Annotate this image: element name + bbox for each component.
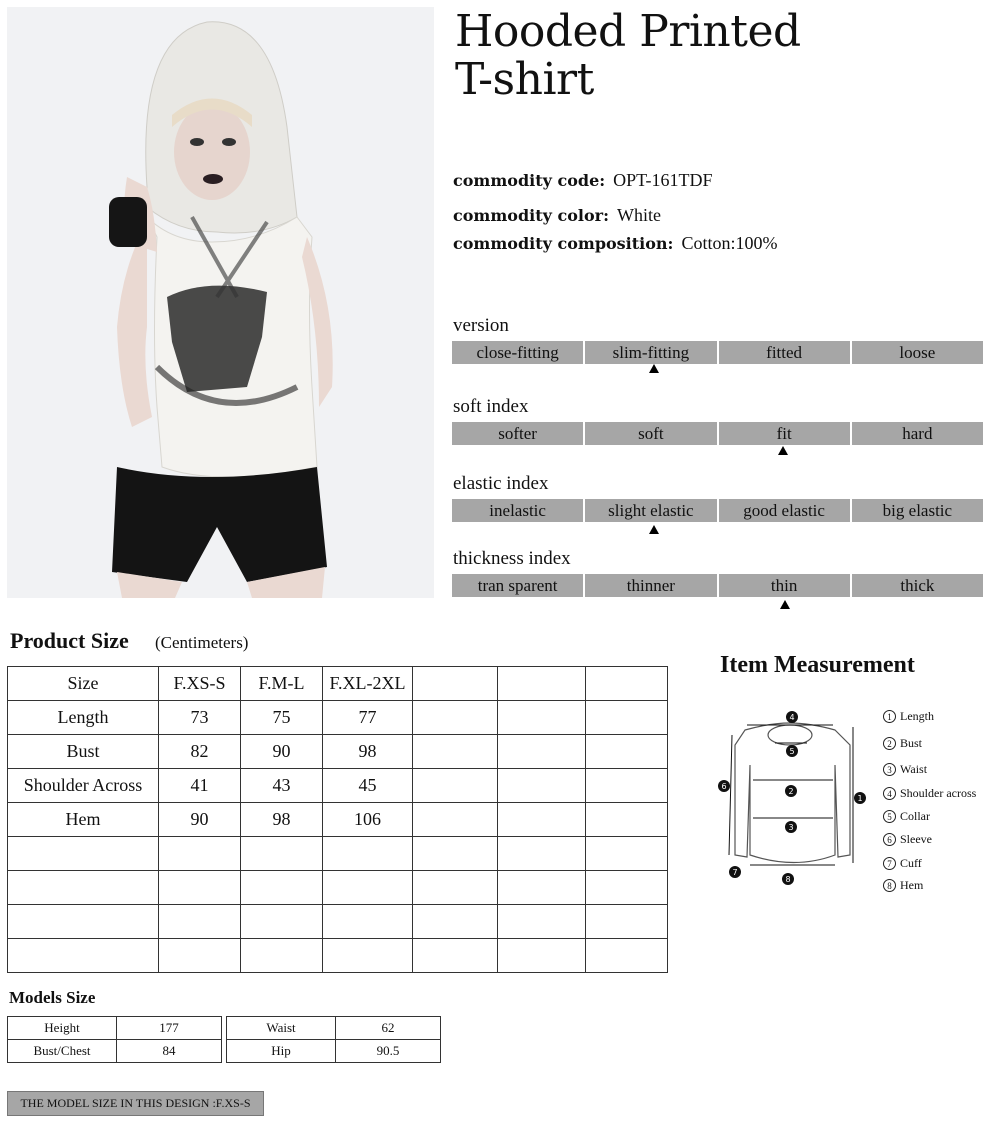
size-cell	[413, 735, 498, 769]
table-row	[8, 905, 668, 939]
table-row	[227, 1040, 441, 1063]
thickness-index-option: thin	[719, 574, 850, 597]
size-cell	[586, 871, 668, 905]
elastic-index-marker-icon	[649, 525, 659, 534]
size-cell	[413, 769, 498, 803]
attr-color	[453, 205, 661, 226]
size-cell: 98	[241, 803, 323, 837]
size-cell	[498, 905, 586, 939]
size-cell: F.XL-2XL	[323, 667, 413, 701]
size-cell	[413, 905, 498, 939]
size-cell	[413, 701, 498, 735]
product-size-table	[7, 666, 668, 973]
legend-item	[883, 809, 930, 824]
legend-item	[883, 786, 976, 801]
size-cell: 90	[159, 803, 241, 837]
size-row-label	[8, 837, 159, 871]
attr-composition-label: commodity composition:	[453, 234, 674, 253]
model-label-waist: Waist	[227, 1017, 336, 1040]
size-cell	[413, 939, 498, 973]
model-label-height: Height	[8, 1017, 117, 1040]
size-row-label: Hem	[8, 803, 159, 837]
table-row	[8, 735, 668, 769]
legend-label: Collar	[900, 809, 930, 823]
model-value-waist: 62	[336, 1017, 441, 1040]
elastic-index-title: elastic index	[453, 473, 549, 494]
size-cell	[586, 939, 668, 973]
legend-num: 8	[883, 879, 896, 892]
size-cell	[498, 939, 586, 973]
size-row-label: Bust	[8, 735, 159, 769]
legend-label: Shoulder across	[900, 786, 977, 800]
size-cell	[413, 837, 498, 871]
elastic-index-option: good elastic	[719, 499, 850, 522]
size-cell	[241, 871, 323, 905]
legend-label: Cuff	[900, 856, 922, 870]
legend-num: 5	[883, 810, 896, 823]
size-row-label: Size	[8, 667, 159, 701]
size-cell	[413, 871, 498, 905]
svg-text:3: 3	[788, 823, 794, 832]
table-row	[8, 803, 668, 837]
thickness-index-bar	[452, 574, 983, 597]
legend-label: Waist	[900, 762, 928, 776]
table-row	[8, 1040, 222, 1063]
size-cell: 90	[241, 735, 323, 769]
size-cell	[498, 871, 586, 905]
svg-text:2: 2	[788, 787, 794, 796]
soft-index-option: soft	[585, 422, 716, 445]
model-label-hip: Hip	[227, 1040, 336, 1063]
size-cell	[498, 667, 586, 701]
size-row-label: Shoulder Across	[8, 769, 159, 803]
size-cell	[241, 837, 323, 871]
size-cell	[498, 701, 586, 735]
attr-color-value: White	[616, 205, 661, 225]
thickness-index-option: thinner	[585, 574, 716, 597]
soft-index-title: soft index	[453, 396, 529, 417]
legend-item	[883, 878, 923, 893]
legend-item	[883, 762, 927, 777]
svg-text:5: 5	[789, 747, 795, 756]
size-cell	[323, 905, 413, 939]
attr-composition	[453, 233, 777, 254]
table-row	[227, 1017, 441, 1040]
svg-text:7: 7	[732, 868, 738, 877]
legend-num: 2	[883, 737, 896, 750]
size-cell	[498, 837, 586, 871]
table-row	[8, 939, 668, 973]
size-cell	[159, 871, 241, 905]
size-cell	[586, 803, 668, 837]
size-cell	[323, 939, 413, 973]
thickness-index-option: thick	[852, 574, 983, 597]
size-cell: 77	[323, 701, 413, 735]
size-cell	[586, 837, 668, 871]
version-option: close-fitting	[452, 341, 583, 364]
soft-index-option: hard	[852, 422, 983, 445]
soft-index-option: fit	[719, 422, 850, 445]
size-row-label: Length	[8, 701, 159, 735]
size-cell: 73	[159, 701, 241, 735]
legend-label: Sleeve	[900, 832, 932, 846]
svg-text:6: 6	[721, 782, 727, 791]
thickness-index-option: tran sparent	[452, 574, 583, 597]
size-cell	[413, 667, 498, 701]
size-cell: 41	[159, 769, 241, 803]
table-row	[8, 667, 668, 701]
legend-label: Hem	[900, 878, 924, 892]
size-row-label	[8, 905, 159, 939]
models-size-table-left	[7, 1016, 222, 1063]
attr-code	[453, 170, 713, 191]
legend-num: 7	[883, 857, 896, 870]
size-cell	[241, 939, 323, 973]
models-size-table-right	[226, 1016, 441, 1063]
size-cell: F.M-L	[241, 667, 323, 701]
attr-code-label: commodity code:	[453, 171, 606, 190]
version-title: version	[453, 315, 509, 336]
svg-text:4: 4	[789, 713, 795, 722]
size-cell	[241, 905, 323, 939]
table-row	[8, 701, 668, 735]
model-value-bust: 84	[117, 1040, 222, 1063]
size-cell	[498, 769, 586, 803]
size-cell	[323, 837, 413, 871]
svg-text:1: 1	[857, 794, 863, 803]
size-cell	[586, 735, 668, 769]
elastic-index-option: inelastic	[452, 499, 583, 522]
attr-composition-value: Cotton:100%	[681, 233, 778, 253]
size-cell: 75	[241, 701, 323, 735]
version-option: loose	[852, 341, 983, 364]
legend-label: Bust	[900, 736, 923, 750]
legend-item	[883, 709, 934, 724]
attr-code-value: OPT-161TDF	[613, 170, 713, 190]
size-cell	[159, 939, 241, 973]
version-option: slim-fitting	[585, 341, 716, 364]
version-bar	[452, 341, 983, 364]
size-cell	[586, 667, 668, 701]
size-row-label	[8, 939, 159, 973]
size-cell: 45	[323, 769, 413, 803]
product-photo	[7, 7, 434, 598]
elastic-index-option: big elastic	[852, 499, 983, 522]
size-cell	[498, 735, 586, 769]
legend-num: 1	[883, 710, 896, 723]
thickness-index-marker-icon	[780, 600, 790, 609]
size-cell: 106	[323, 803, 413, 837]
legend-label: Length	[900, 709, 934, 723]
table-row	[8, 837, 668, 871]
size-cell	[159, 837, 241, 871]
version-marker-icon	[649, 364, 659, 373]
elastic-index-option: slight elastic	[585, 499, 716, 522]
size-cell	[586, 769, 668, 803]
version-option: fitted	[719, 341, 850, 364]
product-title-line1: Hooded Printed	[455, 6, 801, 57]
legend-num: 6	[883, 833, 896, 846]
soft-index-option: softer	[452, 422, 583, 445]
thickness-index-title: thickness index	[453, 548, 571, 569]
table-row	[8, 769, 668, 803]
legend-num: 4	[883, 787, 896, 800]
models-size-title: Models Size	[9, 988, 96, 1007]
product-title-line2: T-shirt	[455, 54, 594, 105]
legend-num: 3	[883, 763, 896, 776]
model-size-note: THE MODEL SIZE IN THIS DESIGN :F.XS-S	[7, 1091, 264, 1116]
legend-item	[883, 736, 922, 751]
item-measurement-title: Item Measurement	[720, 652, 915, 678]
size-cell	[413, 803, 498, 837]
attr-color-label: commodity color:	[453, 206, 609, 225]
size-cell	[586, 701, 668, 735]
size-cell	[586, 905, 668, 939]
table-row	[8, 871, 668, 905]
table-row	[8, 1017, 222, 1040]
model-label-bust: Bust/Chest	[8, 1040, 117, 1063]
model-value-height: 177	[117, 1017, 222, 1040]
size-cell: 43	[241, 769, 323, 803]
size-row-label	[8, 871, 159, 905]
size-cell: 82	[159, 735, 241, 769]
size-cell: 98	[323, 735, 413, 769]
measurement-diagram	[715, 705, 870, 894]
soft-index-bar	[452, 422, 983, 445]
product-size-title: Product Size	[10, 628, 129, 653]
product-title	[455, 8, 801, 104]
product-size-unit: (Centimeters)	[155, 633, 249, 652]
size-cell	[323, 871, 413, 905]
legend-item	[883, 832, 932, 847]
elastic-index-bar	[452, 499, 983, 522]
size-cell	[498, 803, 586, 837]
size-cell: F.XS-S	[159, 667, 241, 701]
legend-item	[883, 856, 922, 871]
svg-text:8: 8	[785, 875, 791, 884]
soft-index-marker-icon	[778, 446, 788, 455]
model-value-hip: 90.5	[336, 1040, 441, 1063]
size-cell	[159, 905, 241, 939]
